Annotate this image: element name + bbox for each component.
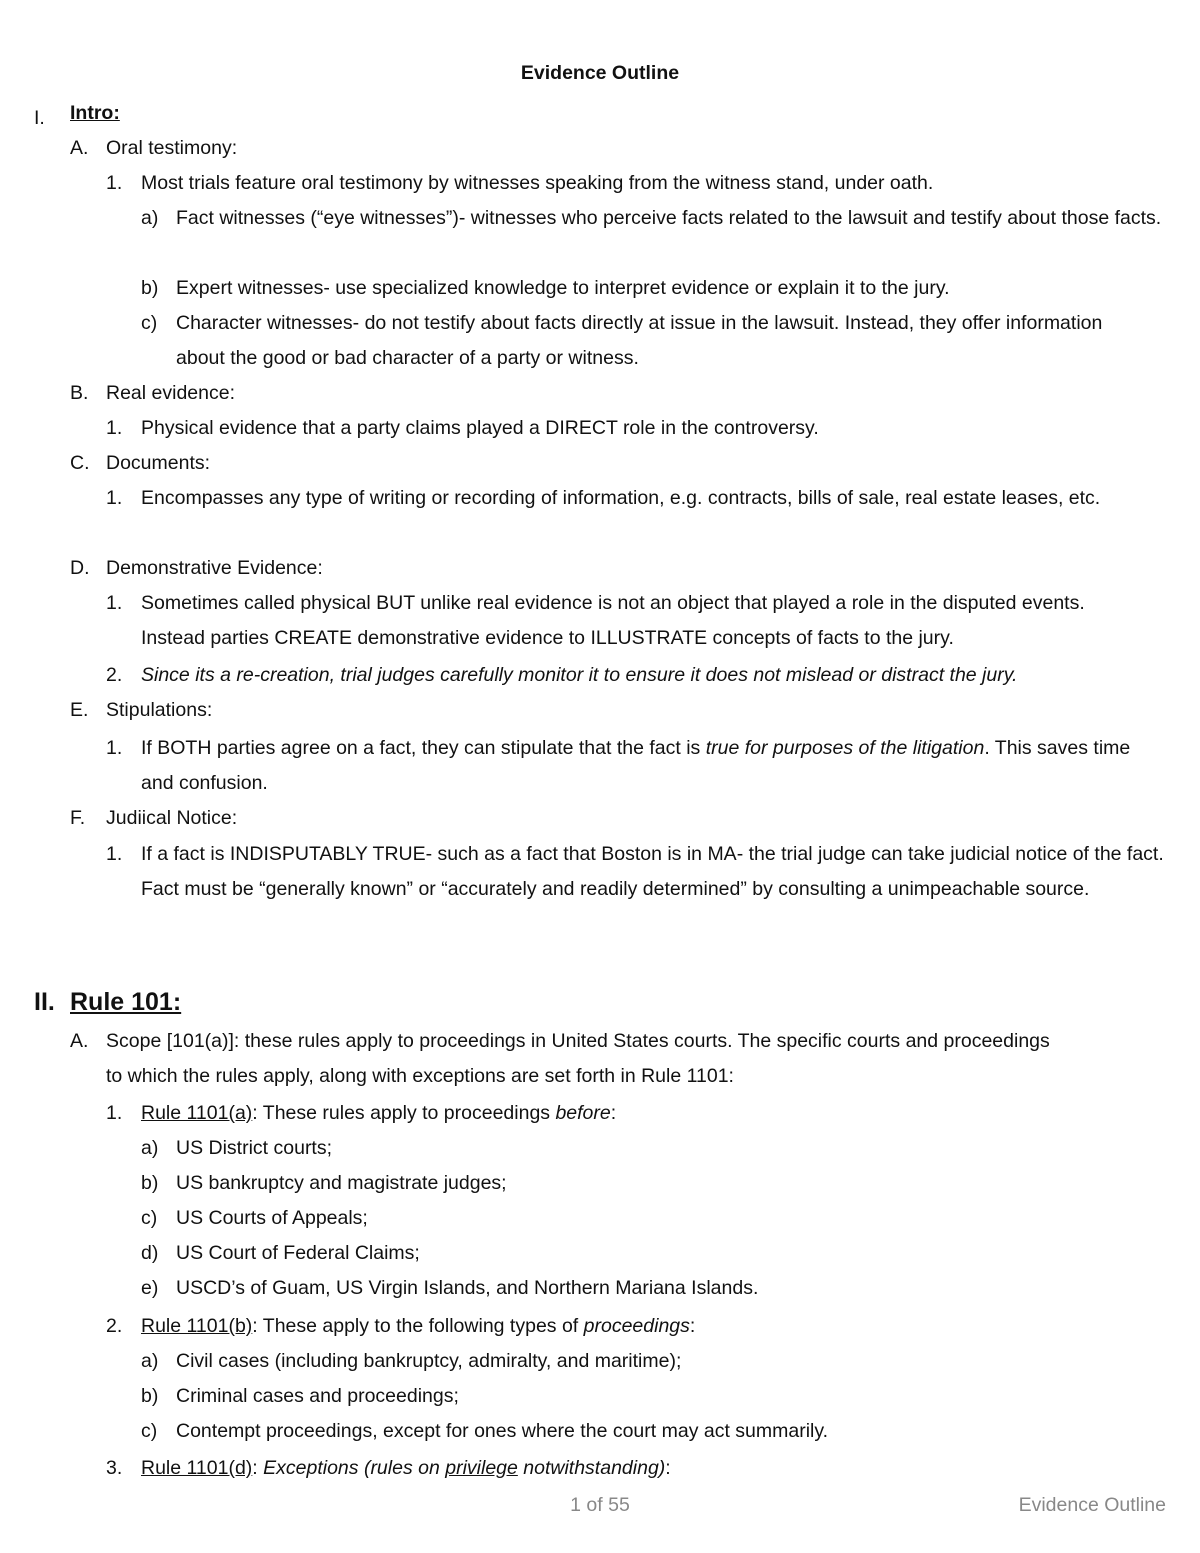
outline-item: [141, 731, 1161, 801]
section-number: II.: [34, 988, 55, 1016]
outline-item: Documents:: [106, 452, 211, 474]
outline-item: [141, 1309, 1176, 1344]
page-number: 1 of 55: [570, 1494, 630, 1516]
item-marker: 1.: [106, 1102, 123, 1124]
item-marker: 1.: [106, 487, 123, 509]
item-marker: 3.: [106, 1457, 123, 1479]
outline-item: Real evidence:: [106, 382, 235, 404]
item-text-italic: true for purposes of the litigation: [705, 737, 985, 759]
item-marker: 2.: [106, 1315, 123, 1337]
item-marker: b): [141, 277, 159, 299]
item-marker: 1.: [106, 592, 123, 614]
outline-item: Fact witnesses (“eye witnesses”)- witnesses who perceive facts related to the lawsuit and testify about those facts.: [176, 207, 1162, 229]
item-text: :: [689, 1315, 696, 1337]
outline-item: USCD’s of Guam, US Virgin Islands, and Northern Mariana Islands.: [176, 1277, 759, 1299]
item-marker: b): [141, 1385, 159, 1407]
section-number: I.: [34, 107, 45, 129]
outline-item: US Courts of Appeals;: [176, 1207, 368, 1229]
outline-item: Judiical Notice:: [106, 807, 238, 829]
outline-item: Since its a re-creation, trial judges carefully monitor it to ensure it does not mislead or distract the jury.: [141, 664, 1018, 686]
item-marker: E.: [70, 699, 89, 721]
document-title: Evidence Outline: [520, 62, 680, 84]
outline-item: [141, 1451, 1176, 1486]
outline-item: US Court of Federal Claims;: [176, 1242, 420, 1264]
item-marker: D.: [70, 557, 90, 579]
item-text-italic: before: [555, 1102, 611, 1124]
rule-reference: Rule 1101(d): [141, 1457, 253, 1479]
outline-item: If a fact is INDISPUTABLY TRUE- such as a fact that Boston is in MA- the trial judge can take judicial notice of the fact. Fact must be “generally known” or “accurately and readily determined” by consulting a unimpeachable source.: [141, 843, 1164, 900]
outline-item: Oral testimony:: [106, 137, 238, 159]
outline-item: Contempt proceedings, except for ones where the court may act summarily.: [176, 1420, 829, 1442]
section-heading: [70, 96, 120, 131]
outline-item: Character witnesses- do not testify about facts directly at issue in the lawsuit. Instead, they offer information about the good or bad character of a party or witness.: [176, 312, 1103, 369]
item-marker: B.: [70, 382, 89, 404]
outline-item: Scope [101(a)]: these rules apply to proceedings in United States courts. The specific courts and proceedings to which the rules apply, along with exceptions are set forth in Rule 1101:: [106, 1030, 1050, 1087]
item-text: . This saves time and confusion.: [141, 737, 1131, 794]
item-marker: c): [141, 1207, 158, 1229]
item-text: : These apply to the following types of: [252, 1315, 584, 1337]
rule-reference: Rule 1101(b): [141, 1315, 253, 1337]
item-text: :: [610, 1102, 617, 1124]
item-marker: C.: [70, 452, 90, 474]
item-marker: F.: [70, 807, 86, 829]
item-text-italic-underlined: privilege: [445, 1457, 518, 1479]
item-text: : These rules apply to proceedings: [252, 1102, 556, 1124]
outline-item: Expert witnesses- use specialized knowledge to interpret evidence or explain it to the jury.: [176, 277, 950, 299]
item-marker: 1.: [106, 843, 123, 865]
item-text-italic: proceedings: [583, 1315, 690, 1337]
item-marker: c): [141, 1420, 158, 1442]
item-text: If BOTH parties agree on a fact, they can stipulate that the fact is: [141, 737, 706, 759]
outline-item: Physical evidence that a party claims played a DIRECT role in the controversy.: [141, 417, 819, 439]
item-marker: 1.: [106, 172, 123, 194]
outline-item: Sometimes called physical BUT unlike real evidence is not an object that played a role in the disputed events. Instead parties CREATE demonstrative evidence to ILLUSTRATE concepts of facts to the jury.: [141, 592, 1085, 649]
section-heading-text: Intro:: [70, 102, 120, 124]
outline-item: Civil cases (including bankruptcy, admiralty, and maritime);: [176, 1350, 682, 1372]
item-text: :: [665, 1457, 671, 1479]
section-heading-text: Rule 101:: [70, 988, 182, 1016]
outline-item: Stipulations:: [106, 699, 213, 721]
item-marker: b): [141, 1172, 159, 1194]
item-text-italic: notwithstanding): [517, 1457, 666, 1479]
item-marker: c): [141, 312, 158, 334]
item-text-italic: Exceptions (rules on: [263, 1457, 446, 1479]
outline-item: Criminal cases and proceedings;: [176, 1385, 459, 1407]
footer-document-name: Evidence Outline: [1018, 1494, 1166, 1516]
item-marker: 1.: [106, 417, 123, 439]
rule-reference: Rule 1101(a): [141, 1102, 253, 1124]
outline-item: US District courts;: [176, 1137, 333, 1159]
section-heading: [70, 982, 181, 1022]
item-marker: 2.: [106, 664, 123, 686]
item-marker: A.: [70, 1030, 89, 1052]
item-text: :: [252, 1457, 264, 1479]
item-marker: A.: [70, 137, 89, 159]
outline-item: [141, 1096, 1176, 1131]
item-marker: e): [141, 1277, 159, 1299]
item-marker: a): [141, 1350, 159, 1372]
item-marker: a): [141, 1137, 159, 1159]
item-marker: 1.: [106, 737, 123, 759]
item-marker: d): [141, 1242, 159, 1264]
outline-item: Encompasses any type of writing or recording of information, e.g. contracts, bills of sale, real estate leases, etc.: [141, 487, 1101, 509]
outline-item: Most trials feature oral testimony by witnesses speaking from the witness stand, under oath.: [141, 172, 934, 194]
item-marker: a): [141, 207, 159, 229]
outline-item: Demonstrative Evidence:: [106, 557, 323, 579]
outline-item: US bankruptcy and magistrate judges;: [176, 1172, 507, 1194]
